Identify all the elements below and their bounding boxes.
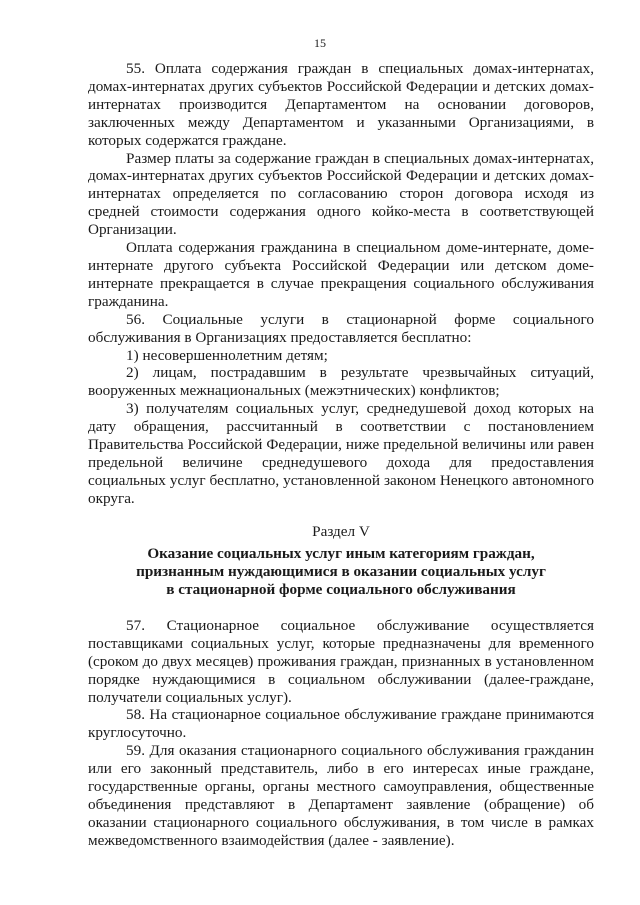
paragraph-payment-termination: Оплата содержания гражданина в специальном доме-интернате, доме-интернате другого субъекта Российской Федерации или детском доме-интернате прекращается в случае прекращения социального обслуживания гражданина. <box>88 239 594 310</box>
section-heading-line: в стационарной форме социального обслуживания <box>166 581 516 599</box>
section-heading-line: Оказание социальных услуг иным категориям граждан, <box>147 544 535 562</box>
list-item-minors: 1) несовершеннолетним детям; <box>126 346 328 364</box>
list-item-low-income: 3) получателям социальных услуг, среднедушевой доход которых на дату обращения, рассчитанный в соответствии с постановлением Правительства Российской Федерации, ниже предельной величины или равен предельной величине среднедушевого дохода для предоставления социальных услуг бесплатно, установленной законом Ненецкого автономного округа. <box>88 400 594 507</box>
paragraph-59: 59. Для оказания стационарного социального обслуживания гражданин или его законный представитель, либо в его интересах иные граждане, государственные органы, органы местного самоуправления, общественные объединения представляют в Департамент заявление (обращение) об оказании стационарного социального обслуживания, в том числе в рамках межведомственного взаимодействия (далее - заявление). <box>88 742 594 849</box>
paragraph-57: 57. Стационарное социальное обслуживание осуществляется поставщиками социальных услуг, которые предназначены для временного (сроком до двух месяцев) проживания граждан, признанных в установленном порядке нуждающимися в социальном обслуживании (далее-граждане, получатели социальных услуг). <box>88 616 594 706</box>
paragraph-55: 55. Оплата содержания граждан в специальных домах-интернатах, домах-интернатах других субъектов Российской Федерации и детских домах-интернатах производится Департаментом на основании договоров, заключенных между Департаментом и указанными Организациями, в которых содержатся граждане. <box>88 60 594 149</box>
section-heading-line: признанным нуждающимися в оказании социальных услуг <box>136 563 546 581</box>
paragraph-payment-size: Размер платы за содержание граждан в специальных домах-интернатах, домах-интернатах других субъектов Российской Федерации и детских домах-интернатах определяется по согласованию сторон договора исходя из средней стоимости содержания одного койко-места в соответствующей Организации. <box>88 149 594 239</box>
list-item-emergency-victims: 2) лицам, пострадавшим в результате чрезвычайных ситуаций, вооруженных межнациональных (межэтнических) конфликтов; <box>88 364 594 400</box>
paragraph-56: 56. Социальные услуги в стационарной форме социального обслуживания в Организациях предоставляется бесплатно: <box>88 310 594 346</box>
document-body <box>88 60 594 850</box>
paragraph-58: 58. На стационарное социальное обслуживание граждане принимаются круглосуточно. <box>88 706 594 742</box>
section-heading <box>88 545 594 600</box>
section-label: Раздел V <box>312 522 370 540</box>
page-number: 15 <box>314 36 326 50</box>
